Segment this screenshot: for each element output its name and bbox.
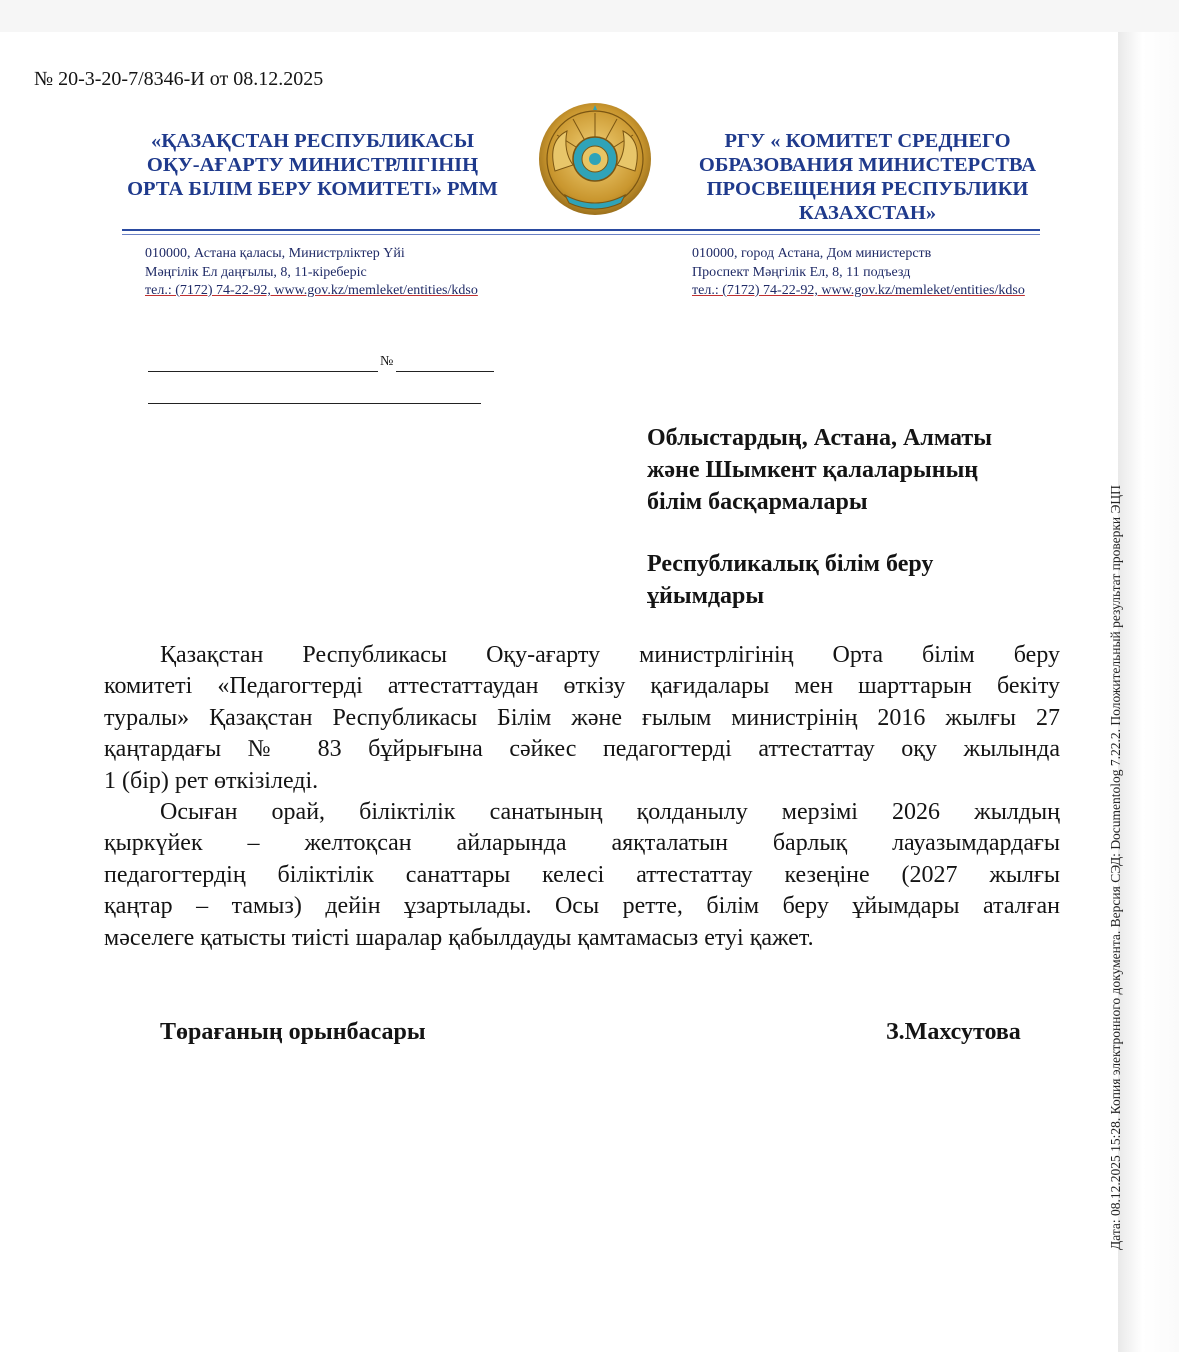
number-blank-line [396, 371, 494, 372]
header-divider [122, 229, 1040, 231]
addressee-block-2 [647, 548, 933, 612]
org-kz-line: «ҚАЗАҚСТАН РЕСПУБЛИКАСЫ [150, 130, 475, 152]
org-kz-line: ОРТА БІЛІМ БЕРУ КОМИТЕТІ» РММ [127, 178, 498, 200]
body-line: педагогтердің біліктілік санаттары келесі аттестаттау кезеңіне (2027 жылғы [104, 861, 1060, 888]
electronic-signature-stamp: Дата: 08.12.2025 15:28. Копия электронного документа. Версия СЭД: Documentolog 7.22.2. Положительный результат проверки ЭЦП [1108, 485, 1123, 1250]
org-ru-line: ОБРАЗОВАНИЯ МИНИСТЕРСТВА [698, 154, 1037, 176]
reference-blank-line [148, 403, 481, 404]
address-kz-line: 010000, Астана қаласы, Министрліктер Үйі [145, 246, 405, 261]
address-kz [145, 245, 478, 301]
number-sign: № [380, 354, 394, 369]
body-line: 1 (бір) рет өткізіледі. [104, 767, 319, 794]
address-ru-line: 010000, город Астана, Дом министерств [692, 246, 932, 261]
signatory-title: Төрағаның орынбасары [160, 1019, 426, 1045]
signatory-name: З.Махсутова [886, 1019, 1021, 1045]
body-line: комитеті «Педагогтерді аттестаттаудан өткізу қағидалары мен шарттарын бекіту [104, 673, 1060, 700]
address-ru [692, 245, 1025, 301]
body-paragraph-2 [104, 797, 1060, 954]
registration-number: № 20-3-20-7/8346-И от 08.12.2025 [34, 68, 324, 90]
addressee-line: Республикалық білім беру [647, 551, 934, 577]
body-line: туралы» Қазақстан Республикасы Білім және ғылым министрінің 2016 жылғы 27 [104, 704, 1060, 731]
body-line: Осыған орай, біліктілік санатының қолданылу мерзімі 2026 жылдың [160, 799, 1060, 825]
org-name-ru [680, 129, 1055, 225]
header-divider-thin [122, 234, 1040, 235]
body-line: мәселеге қатысты тиісті шаралар қабылдауды қамтамасыз етуі қажет. [104, 924, 814, 951]
org-name-kz [100, 129, 525, 201]
address-kz-contact: тел.: (7172) 74-22-92, www.gov.kz/memleket/entities/kdso [145, 283, 478, 298]
body-line: қаңтардағы № 83 бұйрығына сәйкес педагогтерді аттестаттау оқу жылында [104, 736, 1060, 763]
addressee-line: білім басқармалары [647, 489, 868, 515]
org-ru-line: ПРОСВЕЩЕНИЯ РЕСПУБЛИКИ [706, 178, 1029, 200]
address-kz-line: Мәңгілік Ел даңғылы, 8, 11-кіреберіс [145, 264, 367, 280]
date-blank-line [148, 371, 378, 372]
body-line: Қазақстан Республикасы Оқу-ағарту министрлігінің Орта білім беру [160, 642, 1060, 668]
address-ru-contact: тел.: (7172) 74-22-92, www.gov.kz/memleket/entities/kdso [692, 283, 1025, 298]
addressee-block-1 [647, 422, 992, 518]
addressee-line: Облыстардың, Астана, Алматы [647, 425, 992, 451]
addressee-line: және Шымкент қалаларының [647, 457, 979, 483]
state-emblem-icon [533, 101, 657, 217]
body-line: қыркүйек – желтоқсан айларында аяқталатын барлық лауазымдардағы [104, 830, 1060, 857]
body-line: қаңтар – тамыз) дейін ұзартылады. Осы ретте, білім беру ұйымдары аталған [104, 893, 1060, 920]
org-ru-line: КАЗАХСТАН» [798, 202, 937, 224]
org-kz-line: ОҚУ-АҒАРТУ МИНИСТРЛІГІНІҢ [146, 154, 479, 176]
viewer-top-bar [0, 0, 1179, 32]
body-paragraph-1 [104, 640, 1060, 797]
address-ru-line: Проспект Мәңгілік Ел, 8, 11 подъезд [692, 264, 911, 280]
addressee-line: ұйымдары [647, 583, 765, 609]
org-ru-line: РГУ « КОМИТЕТ СРЕДНЕГО [724, 130, 1011, 152]
